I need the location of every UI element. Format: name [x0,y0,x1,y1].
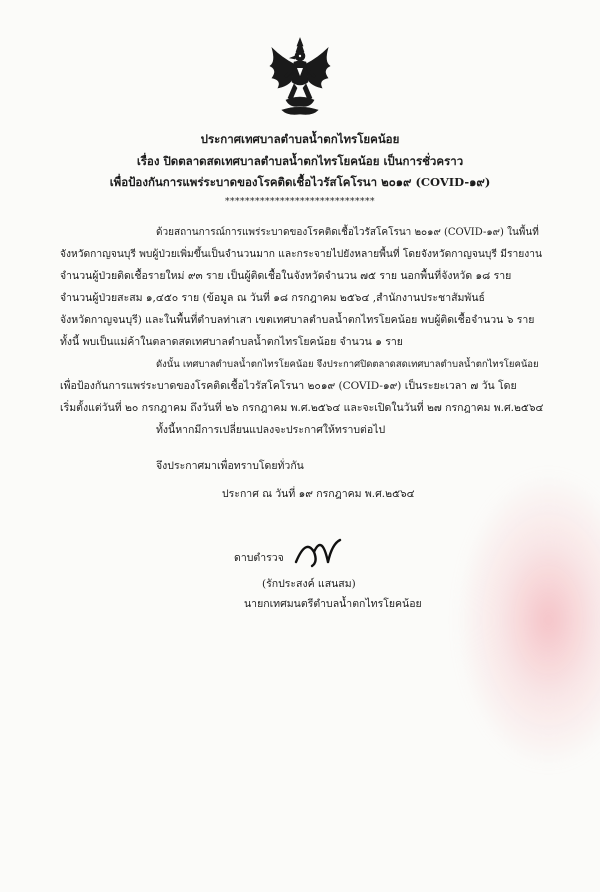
signatory-position: นายกเทศมนตรีตำบลน้ำตกไทรโยคน้อย [244,598,422,610]
announcement-title: ประกาศเทศบาลตำบลน้ำตกไทรโยคน้อย [200,132,400,146]
announcement-subject: เรื่อง ปิดตลาดสดเทศบาลตำบลน้ำตกไทรโยคน้อย เป็นการชั่วคราว [136,154,464,168]
signatory-name: (รักประสงค์ แสนสม) [262,578,356,590]
garuda-emblem-icon [266,36,334,122]
paragraph2-line: เริ่มตั้งแต่วันที่ ๒๐ กรกฎาคม ถึงวันที่ ๒๖ กรกฎาคม พ.ศ.๒๕๖๔ และจะเปิดในวันที่ ๒๗ กรกฎาคม พ.ศ.๒๕๖๔ [60,402,544,414]
handwritten-signature [292,532,348,572]
closing-statement: จึงประกาศมาเพื่อทราบโดยทั่วกัน [156,460,304,472]
paragraph1-line: จำนวนผู้ป่วยสะสม ๑,๔๕๐ ราย (ข้อมูล ณ วันที่ ๑๘ กรกฎาคม ๒๕๖๔ ,สำนักงานประชาสัมพันธ์ [60,292,485,304]
paragraph1-line: จำนวนผู้ป่วยติดเชื้อรายใหม่ ๙๓ ราย เป็นผู้ติดเชื้อในจังหวัดจำนวน ๗๕ ราย นอกพื้นที่จังหวัด ๑๘ ราย [60,270,512,282]
paragraph1-line: ทั้งนี้ พบเป็นแม่ค้าในตลาดสดเทศบาลตำบลน้ำตกไทรโยคน้อย จำนวน ๑ ราย [60,336,403,348]
paragraph1-line: จังหวัดกาญจนบุรี พบผู้ป่วยเพิ่มขึ้นเป็นจำนวนมาก และกระจายไปยังหลายพื้นที่ โดยจังหวัดกาญจนบุรี มีรายงาน [60,248,542,260]
pink-stain [455,470,600,770]
announcement-date: ประกาศ ณ วันที่ ๑๙ กรกฎาคม พ.ศ.๒๕๖๔ [222,488,415,500]
signatory-rank: ดาบตำรวจ [234,552,284,564]
announcement-subject-cont: เพื่อป้องกันการแพร่ระบาดของโรคติดเชื้อไวรัสโคโรนา ๒๐๑๙ (COVID-๑๙) [109,175,491,189]
paragraph2-line: ทั้งนี้หากมีการเปลี่ยนแปลงจะประกาศให้ทราบต่อไป [156,424,386,436]
paragraph1-line: ด้วยสถานการณ์การแพร่ระบาดของโรคติดเชื้อไวรัสโคโรนา ๒๐๑๙ (COVID-๑๙) ในพื้นที่ [156,227,539,238]
paragraph2-line: ดังนั้น เทศบาลตำบลน้ำตกไทรโยคน้อย จึงประกาศปิดตลาดสดเทศบาลตำบลน้ำตกไทรโยคน้อย [156,359,539,370]
separator-line: ****************************** [225,197,375,207]
paragraph2-line: เพื่อป้องกันการแพร่ระบาดของโรคติดเชื้อไวรัสโคโรนา ๒๐๑๙ (COVID-๑๙) เป็นระยะเวลา ๗ วัน โดย [60,380,517,392]
paragraph1-line: จังหวัดกาญจนบุรี) และในพื้นที่ตำบลท่าเสา เขตเทศบาลตำบลน้ำตกไทรโยคน้อย พบผู้ติดเชื้อจำนวน ๖ ราย [60,314,535,326]
